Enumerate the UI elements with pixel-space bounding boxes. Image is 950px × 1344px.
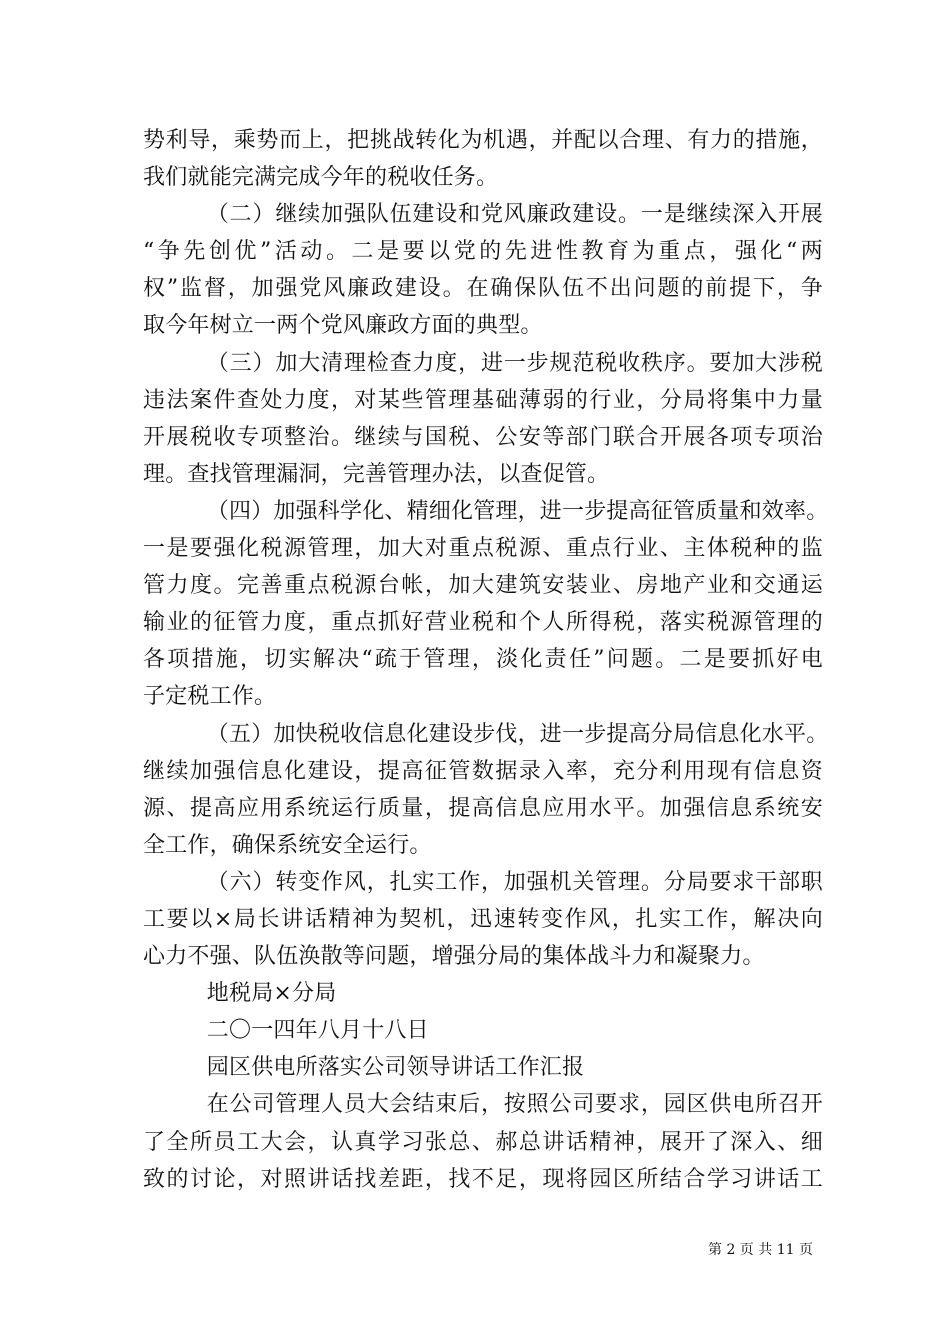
- signature-organization: [143, 975, 823, 1012]
- page-number: 第 2 页 共 11 页: [708, 1242, 813, 1258]
- text-line: 开展税收专项整治。继续与国税、公安等部门联合开展各项专项治: [143, 424, 823, 450]
- text-line: 一是要强化税源管理，加大对重点税源、重点行业、主体税种的监: [143, 536, 823, 562]
- text-line: 取今年树立一两个党风廉政方面的典型。: [143, 313, 543, 339]
- text-line: （五）加快税收信息化建设步伐，进一步提高分局信息化水平。: [206, 721, 829, 747]
- paragraph-section-3-body: [143, 382, 823, 493]
- paragraph-section-2: [143, 196, 823, 233]
- text-line: 理。查找管理漏洞，完善管理办法，以查促管。: [143, 461, 610, 487]
- paragraph-section-4: [143, 493, 829, 530]
- text-line: （三）加大清理检查力度，进一步规范税收秩序。要加大涉税: [206, 350, 823, 376]
- text-line: 在公司管理人员大会结束后，按照公司要求，园区供电所召开: [206, 1092, 823, 1118]
- text-line: 地税局×分局: [206, 981, 337, 1007]
- paragraph-section-4-body: [143, 530, 823, 715]
- text-line: 心力不强、队伍涣散等问题，增强分局的集体战斗力和凝聚力。: [143, 944, 765, 970]
- paragraph-continuation: [143, 122, 823, 196]
- text-line: （四）加强科学化、精细化管理，进一步提高征管质量和效率。: [206, 498, 829, 524]
- text-line: （六）转变作风，扎实工作，加强机关管理。分局要求干部职: [206, 869, 823, 895]
- paragraph-section-3: [143, 345, 823, 382]
- text-line: 工要以×局长讲话精神为契机，迅速转变作风，扎实工作，解决向: [143, 906, 823, 932]
- paragraph-section-2-body: [143, 233, 823, 344]
- text-line: 园区供电所落实公司领导讲话工作汇报: [206, 1055, 585, 1081]
- text-line: 全工作，确保系统安全运行。: [143, 832, 432, 858]
- text-line: 违法案件查处力度，对某些管理基础薄弱的行业，分局将集中力量: [143, 387, 823, 413]
- text-line: 管力度。完善重点税源台帐，加大建筑安装业、房地产业和交通运: [143, 573, 823, 599]
- document-body: [143, 122, 829, 1198]
- text-line: “争先创优”活动。二是要以党的先进性教育为重点，强化“两: [143, 239, 823, 265]
- report-title: [143, 1049, 823, 1086]
- signature-date: [143, 1012, 823, 1049]
- paragraph-report-intro-body: [143, 1124, 823, 1198]
- paragraph-section-6-body: [143, 901, 823, 975]
- paragraph-report-intro: [143, 1086, 823, 1123]
- text-line: 势利导，乘势而上，把挑战转化为机遇，并配以合理、有力的措施，: [143, 128, 823, 153]
- text-line: （二）继续加强队伍建设和党风廉政建设。一是继续深入开展: [206, 202, 823, 228]
- text-line: 权”监督，加强党风廉政建设。在确保队伍不出问题的前提下，争: [143, 276, 823, 302]
- text-line: 了全所员工大会，认真学习张总、郝总讲话精神，展开了深入、细: [143, 1129, 823, 1155]
- text-line: 子定税工作。: [143, 684, 277, 710]
- text-line: 输业的征管力度，重点抓好营业税和个人所得税，落实税源管理的: [143, 610, 823, 636]
- text-line: 继续加强信息化建设，提高征管数据录入率，充分利用现有信息资: [143, 758, 823, 784]
- paragraph-section-5-body: [143, 753, 823, 864]
- text-line: 我们就能完满完成今年的税收任务。: [143, 165, 499, 191]
- paragraph-section-6: [143, 864, 823, 901]
- paragraph-section-5: [143, 716, 829, 753]
- text-line: 致的讨论，对照讲话找差距，找不足，现将园区所结合学习讲话工: [143, 1166, 823, 1192]
- text-line: 各项措施，切实解决“疏于管理，淡化责任”问题。二是要抓好电: [143, 647, 823, 673]
- text-line: 二〇一四年八月十八日: [206, 1018, 429, 1044]
- text-line: 源、提高应用系统运行质量，提高信息应用水平。加强信息系统安: [143, 795, 823, 821]
